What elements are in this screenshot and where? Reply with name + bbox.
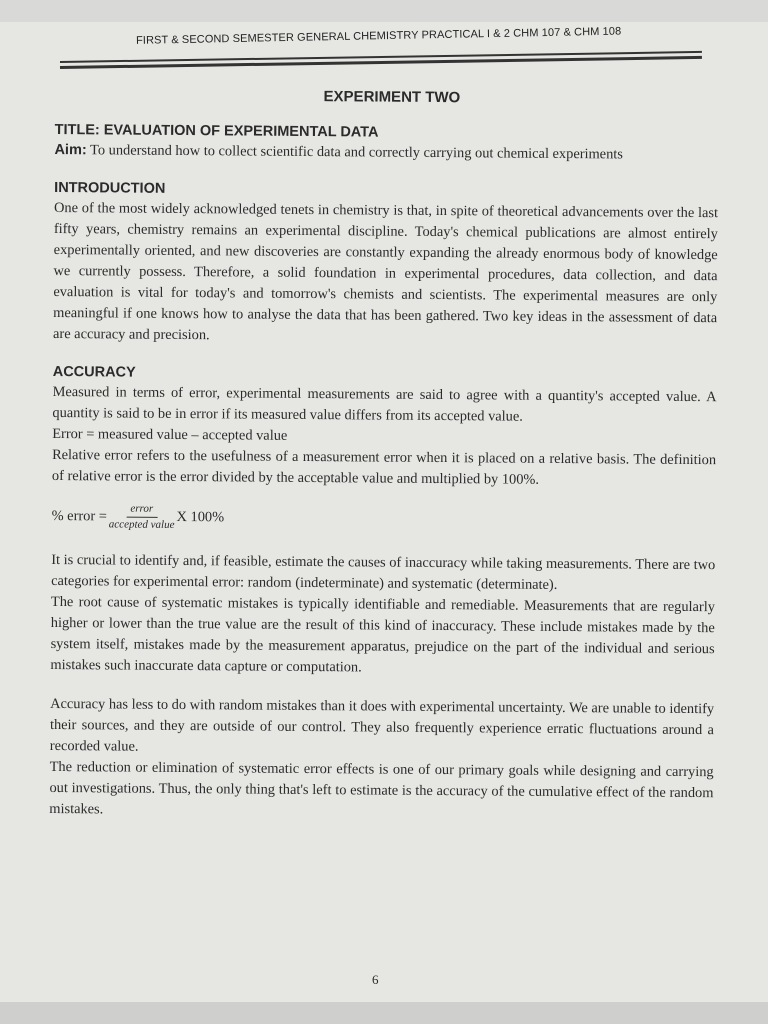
introduction-heading: INTRODUCTION bbox=[54, 179, 166, 197]
formula-fraction bbox=[109, 501, 175, 533]
page-number: 6 bbox=[372, 972, 379, 987]
introduction-paragraph: One of the most widely acknowledged tenets in chemistry is that, in spite of theoretical advancements over the last fifty years, chemistry remains an experimental discipline. Today's chemical publications are almost entirely experimentally oriented, and new discoveries are constantly expanding the already enormous body of knowledge we currently possess. Therefore, a solid foundation in experimental procedures, data collection, and data evaluation is vital for today's and tomorrow's chemists and scientists. The experimental measures are only meaningful if one knows how to analyse the data that has been gathered. Two key ideas in the assessment of data are accuracy and precision. bbox=[52, 199, 719, 344]
aim-text: To understand how to collect scientific data and correctly carrying out chemical experiments bbox=[90, 142, 623, 163]
document-title: TITLE: EVALUATION OF EXPERIMENTAL DATA bbox=[54, 121, 379, 141]
percent-error-formula bbox=[51, 501, 715, 537]
formula-denominator: accepted value bbox=[108, 518, 175, 531]
aim-label: Aim: bbox=[54, 141, 87, 159]
error-definition: Error = measured value – accepted value bbox=[52, 425, 288, 444]
formula-rhs: X 100% bbox=[176, 508, 225, 526]
accuracy-paragraph-4: The root cause of systematic mistakes is typically identifiable and remediable. Measurements that are regularly higher or lower than the true value are the result of this kind of inaccuracy. These include mistakes made by the system itself, mistakes made by the measurement apparatus, prejudice on the part of the individual and serious mistakes such inaccurate data capture or computation. bbox=[50, 593, 715, 676]
page-background-edge bbox=[0, 1002, 768, 1024]
accuracy-paragraph-1: Measured in terms of error, experimental measurements are said to agree with a quantity's accepted value. A quantity is said to be in error if its measured value differs from its accepted value. bbox=[52, 383, 717, 425]
formula-lhs: % error = bbox=[51, 507, 107, 525]
accuracy-heading: ACCURACY bbox=[52, 363, 136, 381]
accuracy-paragraph-3: It is crucial to identify and, if feasible, estimate the causes of inaccuracy while taking measurements. There are two categories for experimental error: random (indeterminate) and systematic (determinate). bbox=[51, 551, 716, 593]
formula-numerator: error bbox=[126, 502, 157, 518]
accuracy-paragraph-6: The reduction or elimination of systematic error effects is one of our primary goals while designing and carrying out investigations. Thus, the only thing that's left to estimate is the accuracy of the cumulative effect of the random mistakes. bbox=[49, 758, 714, 818]
accuracy-paragraph-5: Accuracy has less to do with random mistakes than it does with experimental uncertainty. We are unable to identify their sources, and they are outside of our control. They also frequently experience erratic fluctuations around a recorded value. bbox=[49, 695, 715, 755]
experiment-title: EXPERIMENT TWO bbox=[323, 88, 461, 107]
document-body bbox=[49, 86, 719, 825]
accuracy-paragraph-2: Relative error refers to the usefulness of a measurement error when it is placed on a relative basis. The definition of relative error is the error divided by the acceptable value and multiplied by 100%. bbox=[51, 446, 717, 488]
running-header: FIRST & SECOND SEMESTER GENERAL CHEMISTRY PRACTICAL I & 2 CHM 107 & CHM 108 bbox=[135, 25, 622, 47]
